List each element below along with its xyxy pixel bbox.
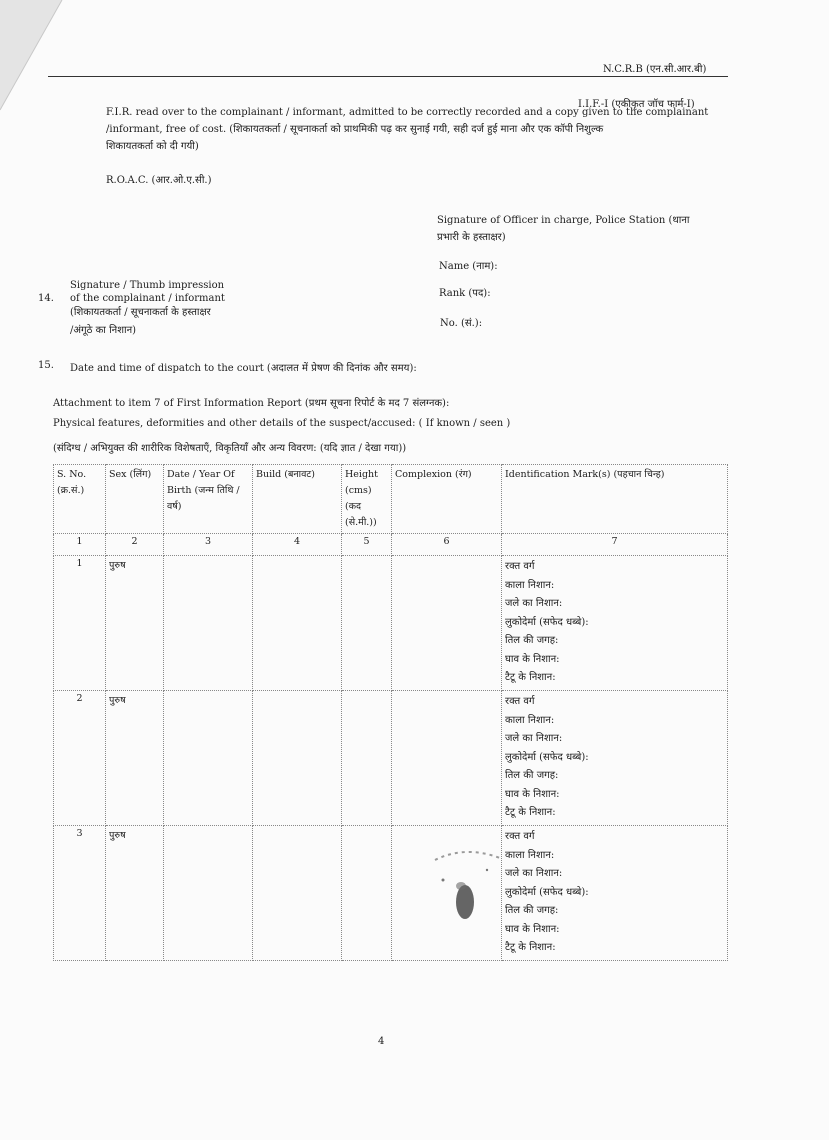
header-complexion: Complexion (रंग)	[392, 465, 502, 534]
mark-mole: तिल की जगह:	[505, 770, 559, 781]
row-build	[253, 826, 342, 961]
row-height	[342, 826, 392, 961]
mark-blood-group: रक्त वर्ग	[505, 831, 535, 842]
header-identification-marks: Identification Mark(s) (पहचान चिन्ह)	[502, 465, 728, 534]
row-height	[342, 691, 392, 826]
officer-signature-line1: Signature of Officer in charge, Police Station (थाना	[437, 215, 690, 226]
header-rule	[48, 76, 728, 77]
mark-wound: घाव के निशान:	[505, 653, 560, 665]
row-marks	[502, 691, 728, 826]
mark-tattoo: टैटू के निशान:	[505, 807, 556, 818]
page-number: 4	[378, 1036, 385, 1047]
mark-burn-mark: जले का निशान:	[505, 868, 563, 879]
mark-wound: घाव के निशान:	[505, 788, 560, 800]
attachment-subtitle-hindi: (संदिग्ध / अभियुक्त की शारीरिक विशेषताएँ, विकृतियाँ और अन्य विवरण: (यदि ज्ञात / देखा गया))	[53, 443, 407, 454]
fir-read-line2: /informant, free of cost. (शिकायतकर्ता / सूचनाकर्ता को प्राथमिकी पढ़ कर सुनाई गयी, सही दर्ज हुई माना और एक कॉपी निशुल्क	[106, 124, 604, 135]
suspect-details-table	[53, 464, 728, 961]
header-build: Build (बनावट)	[253, 465, 342, 534]
mark-mole: तिल की जगह:	[505, 905, 559, 916]
col-number: 4	[253, 534, 342, 556]
table-row	[54, 826, 728, 961]
mark-burn-mark: जले का निशान:	[505, 733, 563, 744]
item15-text: Date and time of dispatch to the court (अदालत में प्रेषण की दिनांक और समय):	[70, 363, 417, 374]
col-number: 6	[392, 534, 502, 556]
col-number: 5	[342, 534, 392, 556]
header-dob: Date / Year Of Birth (जन्म तिथि / वर्ष)	[164, 465, 253, 534]
mark-leucoderma: लुकोदेर्मा (सफेद धब्बे):	[505, 751, 589, 763]
row-sex: पुरुष	[106, 556, 164, 691]
attachment-title: Attachment to item 7 of First Information Report (प्रथम सूचना रिपोर्ट के मद 7 संलग्नक):	[53, 398, 450, 409]
row-marks	[502, 556, 728, 691]
officer-signature-line2: प्रभारी के हस्ताक्षर)	[437, 232, 506, 243]
mark-mole: तिल की जगह:	[505, 635, 559, 646]
item14-number: 14.	[38, 293, 54, 304]
roac-label: R.O.A.C. (आर.ओ.ए.सी.)	[106, 175, 212, 186]
row-dob	[164, 826, 253, 961]
mark-black-mark: काला निशान:	[505, 714, 555, 726]
mark-blood-group: रक्त वर्ग	[505, 561, 535, 572]
row-complexion	[392, 556, 502, 691]
col-number: 2	[106, 534, 164, 556]
row-complexion	[392, 691, 502, 826]
item14-line2: of the complainant / informant	[70, 293, 225, 304]
mark-burn-mark: जले का निशान:	[505, 598, 563, 609]
ncrb-header: N.C.R.B (एन.सी.आर.बी)	[603, 64, 707, 75]
row-sno: 2	[54, 691, 106, 826]
fir-read-line1: F.I.R. read over to the complainant / informant, admitted to be correctly recorded and a copy given to the complainant	[106, 107, 709, 118]
mark-leucoderma: लुकोदेर्मा (सफेद धब्बे):	[505, 886, 589, 898]
mark-blood-group: रक्त वर्ग	[505, 696, 535, 707]
header-sno: S. No. (क्र.सं.)	[54, 465, 106, 534]
header-sex: Sex (लिंग)	[106, 465, 164, 534]
row-sex: पुरुष	[106, 826, 164, 961]
col-number: 7	[502, 534, 728, 556]
row-build	[253, 556, 342, 691]
item14-line3: (शिकायतकर्ता / सूचनाकर्ता के हस्ताक्षर	[70, 307, 211, 318]
fir-read-line3: शिकायतकर्ता को दी गयी)	[106, 141, 199, 152]
row-sex: पुरुष	[106, 691, 164, 826]
item14-line4: /अंगूठे का निशान)	[70, 325, 137, 336]
item14-line1: Signature / Thumb impression	[70, 280, 225, 291]
table-row	[54, 556, 728, 691]
mark-black-mark: काला निशान:	[505, 849, 555, 861]
row-dob	[164, 691, 253, 826]
row-marks	[502, 826, 728, 961]
row-dob	[164, 556, 253, 691]
form-id: I.I.F.-I (एकीकृत जॉच फार्म-I)	[578, 99, 695, 110]
officer-name-label: Name (नाम):	[439, 261, 498, 272]
header-height: Height (cms) (कद (से.मी.))	[342, 465, 392, 534]
col-number: 1	[54, 534, 106, 556]
col-number: 3	[164, 534, 253, 556]
mark-leucoderma: लुकोदेर्मा (सफेद धब्बे):	[505, 616, 589, 628]
table-row	[54, 691, 728, 826]
row-build	[253, 691, 342, 826]
row-height	[342, 556, 392, 691]
item15-number: 15.	[38, 360, 54, 371]
stamp-seal	[425, 840, 515, 935]
mark-black-mark: काला निशान:	[505, 579, 555, 591]
officer-no-label: No. (सं.):	[440, 318, 483, 329]
attachment-subtitle: Physical features, deformities and other details of the suspect/accused: ( If known / seen )	[53, 418, 511, 429]
row-sno: 1	[54, 556, 106, 691]
mark-tattoo: टैटू के निशान:	[505, 942, 556, 953]
officer-rank-label: Rank (पद):	[439, 288, 491, 299]
mark-wound: घाव के निशान:	[505, 923, 560, 935]
row-sno: 3	[54, 826, 106, 961]
mark-tattoo: टैटू के निशान:	[505, 672, 556, 683]
